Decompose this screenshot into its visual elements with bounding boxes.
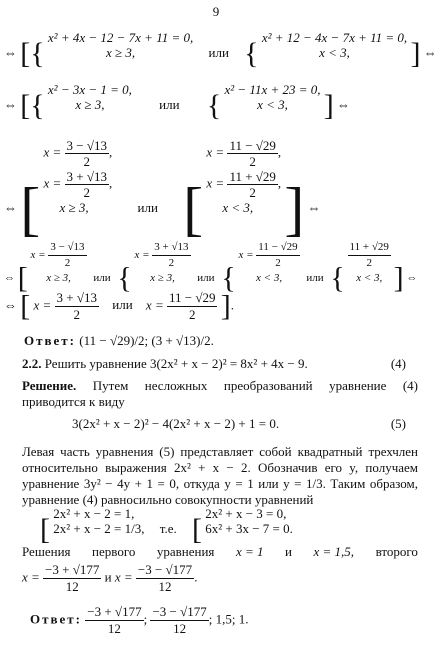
system-2b: x² − 11x + 23 = 0, x < 3, (224, 82, 321, 112)
equivalence-row-5: ⇔ [ x = $\frac{3 + √13}{2}$ или x = $\frac{11 - √29}{2}$ ]. (4, 289, 234, 323)
equation-set: [ 2x² + x − 2 = 1, 2x² + x − 2 = 1/3, т.е. [ 2x² + x − 3 = 0, 6x² + 3x − 7 = 0. (40, 506, 293, 547)
equivalence-row-4: ⇔ [ x = $\frac{3 - √13}{2}$ x ≥ 3, или { x = $\frac{3 + √13}{2}$ x ≥ 3, или { x = $\frac{11 - √29}{2}$ x < 3, или { $\frac{11 + √29}{2}$ x < 3, ] ⇔ (4, 241, 418, 295)
roots-second-equation: x = $\frac{-3 + √177}{12}$ и x = $\frac{-3 - √177}{12}$ . (22, 562, 198, 594)
system-1b: x² + 12 − 4x − 7x + 11 = 0, x < 3, (261, 30, 408, 60)
problem-2-2: 2.2. Решить уравнение 3(2x² + x − 2)² = 8x² + 4x − 9. (4) (22, 356, 406, 371)
system-2a: x² − 3x − 1 = 0, x ≥ 3, (47, 82, 132, 112)
paragraph-substitution: Левая часть уравнения (5) представляет собой квадратный трехчлен относительно выражения 2x² + x − 2. Обозначив его y, получаем уравнение 3y² − 4y + 1 = 0, откуда y = 1 или y = 1/3. Таким образом, уравнение (4) равносильно совокупности уравнений (22, 444, 418, 507)
or-word: или (208, 45, 229, 60)
answer-1: Ответ: (11 − √29)/2; (3 + √13)/2. (24, 333, 214, 348)
equivalence-row-3: ⇔ [ x = $\frac{3 - √13}{2}$ , x = $\frac{3 + √13}{2}$ , x ≥ 3, или [ x = $\frac{11 - √29}{2}$ , x = $\frac{11 + √29}{2}$ , x < 3, ] ⇔ (4, 138, 321, 243)
equivalence-row-1: ⇔ [{ x² + 4x − 12 − 7x + 11 = 0, x ≥ 3, или { x² + 12 − 4x − 7x + 11 = 0, x < 3, ] ⇔ (4, 30, 437, 71)
answer-2: Ответ: $\frac{-3 + √177}{12}$ ; $\frac{-3 - √177}{12}$ ; 1,5; 1. (30, 604, 249, 636)
roots-set-1: x = $\frac{3 - √13}{2}$ , x = $\frac{3 + √13}{2}$ , x ≥ 3, (43, 138, 113, 215)
page-number: 9 (212, 4, 220, 19)
system-1a: x² + 4x − 12 − 7x + 11 = 0, x ≥ 3, (47, 30, 194, 60)
equivalence-row-2: ⇔ [{ x² − 3x − 1 = 0, x ≥ 3, или { x² − 11x + 23 = 0, x < 3, ] ⇔ (4, 82, 351, 123)
roots-set-2: x = $\frac{11 - √29}{2}$ , x = $\frac{11 + √29}{2}$ , x < 3, (206, 138, 282, 215)
equivalence-arrow: ⇔ (4, 45, 17, 60)
equation-5: 3(2x² + x − 2)² − 4(2x² + x − 2) + 1 = 0. (5) (72, 416, 406, 431)
paragraph-roots: Решения первого уравнения x = 1 и x = 1,5, второго (22, 544, 418, 559)
solution-intro: Решение. Путем несложных преобразований уравнение (4) приводится к виду (22, 378, 419, 409)
